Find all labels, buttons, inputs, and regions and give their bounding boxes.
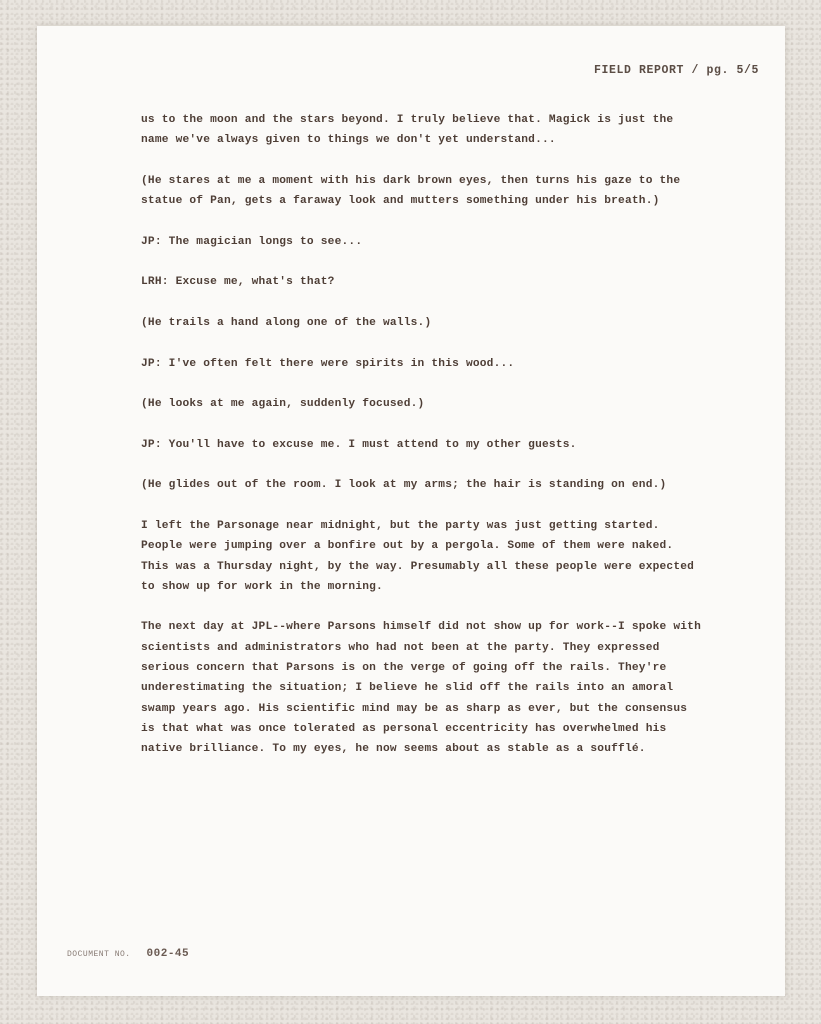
paragraph: us to the moon and the stars beyond. I truly believe that. Magick is just the name we've always given to things we don't yet understand... [141,114,674,147]
document-number: 002-45 [146,948,190,960]
paragraph: (He looks at me again, suddenly focused.) [141,398,425,411]
paragraph: JP: You'll have to excuse me. I must attend to my other guests. [141,438,577,451]
report-body [141,110,701,780]
paragraph: (He glides out of the room. I look at my arms; the hair is standing on end.) [141,479,667,492]
paragraph: (He stares at me a moment with his dark brown eyes, then turns his gaze to the statue of Pan, gets a faraway look and mutters something under his breath.) [141,174,681,208]
page-header: FIELD REPORT / pg. 5/5 [593,64,759,77]
paragraph: JP: The magician longs to see... [141,235,363,248]
document-page [37,26,785,996]
document-footer [67,948,189,960]
paragraph: I left the Parsonage near midnight, but the party was just getting started. People were jumping over a bonfire out by a pergola. Some of them were naked. This was a Thursday night, by the way. Presumably all these people were expected to show up for work in the morning. [141,519,695,593]
paragraph: (He trails a hand along one of the walls.) [141,316,432,329]
paragraph: JP: I've often felt there were spirits in this wood... [141,357,515,370]
document-number-label: DOCUMENT NO. [67,950,131,959]
paragraph: LRH: Excuse me, what's that? [141,276,335,289]
paragraph: The next day at JPL--where Parsons himself did not show up for work--I spoke with scientists and administrators who had not been at the party. They expressed serious concern that Parsons is on the verge of going off the rails. They're underestimating the situation; I believe he slid off the rails into an amoral swamp years ago. His scientific mind may be as sharp as ever, but the consensus is that what was once tolerated as personal eccentricity has overwhelmed his native brilliance. To my eyes, he now seems about as stable as a soufflé. [141,621,702,756]
